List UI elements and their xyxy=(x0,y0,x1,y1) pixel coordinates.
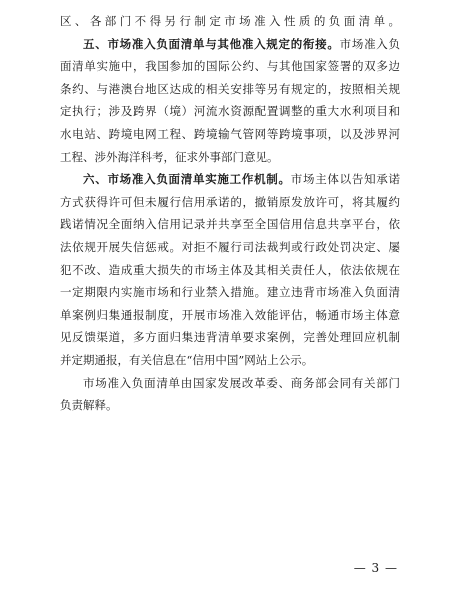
paragraph-line: 见反馈渠道，多方面归集违背清单要求案例，完善处理回应机制 xyxy=(60,330,400,345)
closing-paragraph-line: 负责解释。 xyxy=(60,398,118,413)
paragraph-line: 并定期通报，有关信息在“信用中国”网站上公示。 xyxy=(60,352,314,367)
section5-heading: 五、市场准入负面清单与其他准入规定的衔接。 xyxy=(83,36,340,51)
paragraph-line: 单案例归集通报制度，开展市场准入效能评估，畅通市场主体意 xyxy=(60,307,400,322)
paragraph-line: 定执行；涉及跨界（境）河流水资源配置调整的重大水利项目和 xyxy=(60,104,400,119)
section6-heading: 六、市场准入负面清单实施工作机制。 xyxy=(83,172,291,187)
section6-lead: 市场主体以告知承诺 xyxy=(290,172,400,187)
section6-line-with-tail xyxy=(60,281,400,304)
section6-tail: 建立违背市场准入负面清 xyxy=(266,285,400,300)
paragraph-line: 水电站、跨境电网工程、跨境输气管网等跨境事项，以及涉界河 xyxy=(60,126,400,141)
paragraph-line: 条约、与港澳台地区达成的相关安排等另有规定的，按照相关规 xyxy=(60,81,400,96)
paragraph-line: 面清单实施中，我国参加的国际公约、与其他国家签署的双多边 xyxy=(60,59,400,74)
paragraph-line: 区、各部门不得另行制定市场准入性质的负面清单。 xyxy=(60,14,400,28)
section5-first-line xyxy=(60,33,400,56)
document-body xyxy=(60,10,400,417)
paragraph-line: 方式获得许可但未履行信用承诺的，撤销原发放许可，将其履约 xyxy=(60,194,400,209)
paragraph-line: 犯不改、造成重大损失的市场主体及其相关责任人，依法依规在 xyxy=(60,262,400,277)
page-number: — 3 — xyxy=(353,561,398,575)
section5-lead: 市场准入负 xyxy=(339,36,400,51)
paragraph-line: 工程、涉外海洋科考，征求外事部门意见。 xyxy=(60,149,279,164)
paragraph-line: 法依规开展失信惩戒。对拒不履行司法裁判或行政处罚决定、屡 xyxy=(60,239,400,254)
section6-first-line xyxy=(60,168,400,191)
closing-paragraph-line: 市场准入负面清单由国家发展改革委、商务部会同有关部门 xyxy=(83,375,400,390)
section6-mid: 一定期限内实施市场和行业禁入措施。 xyxy=(60,285,267,300)
paragraph-line: 践诺情况全面纳入信用记录并共享至全国信用信息共享平台，依 xyxy=(60,217,400,232)
